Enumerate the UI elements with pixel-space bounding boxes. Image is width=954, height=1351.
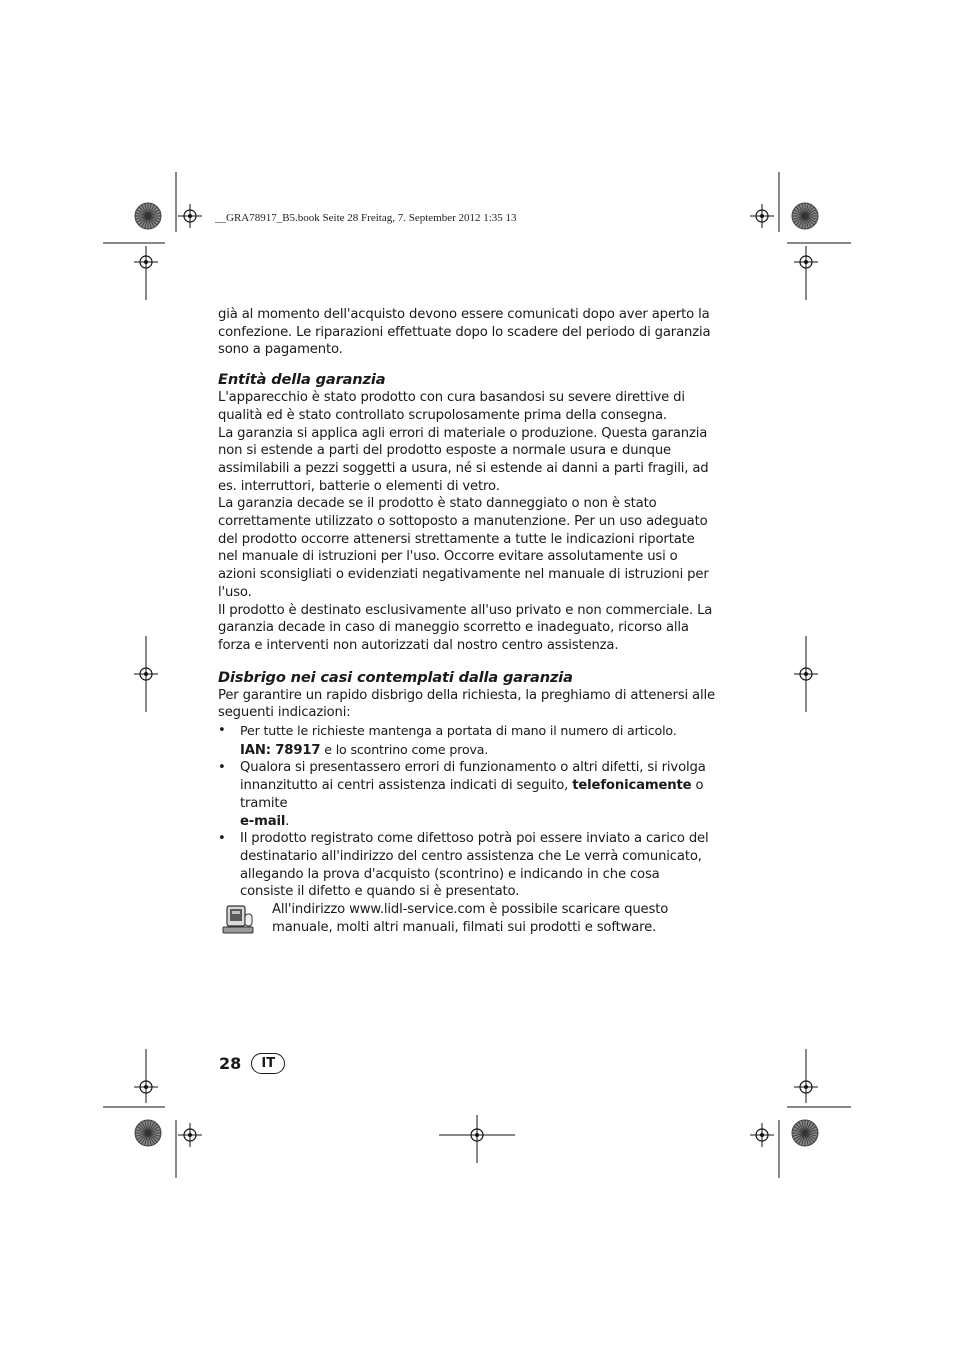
computer-service-icon (220, 903, 256, 935)
page-footer (219, 1053, 285, 1074)
list-item (218, 830, 716, 901)
service-download-text: All'indirizzo www.lidl-service.com è possibile scaricare questo manuale, molti altri manuali, filmati sui prodotti e software. (272, 902, 669, 935)
intro-paragraph: già al momento dell'acquisto devono essere comunicati dopo aver aperto la confezione. Le riparazioni effettuate dopo lo scadere del periodo di garanzia sono a pagamento. (218, 307, 711, 358)
handling-list (218, 722, 716, 901)
list-item (218, 722, 716, 759)
warranty-paragraph-1: L'apparecchio è stato prodotto con cura basandosi su severe direttive di qualità ed è stato controllato scrupolosamente prima della consegna. (218, 390, 685, 423)
language-badge: IT (251, 1053, 285, 1074)
bullet-icon: • (218, 723, 226, 739)
page-content (218, 306, 716, 937)
list-item (218, 759, 716, 830)
page-number: 28 (219, 1054, 242, 1073)
warranty-paragraph-4: Il prodotto è destinato esclusivamente all'uso privato e non commerciale. La garanzia decade in caso di maneggio scorretto e inadeguato, ricorso alla forza e interventi non autorizzati dal nostro centro assistenza. (218, 602, 713, 653)
warranty-paragraph-2: La garanzia si applica agli errori di materiale o produzione. Questa garanzia non si estende a parti del prodotto esposte a normale usura e dunque assimilabili a pezzi soggetti a usura, né si estende ai danni a parti fragili, ad es. interruttori, batterie o elementi di vetro. (218, 425, 709, 494)
section-heading-warranty-handling: Disbrigo nei casi contemplati dalla garanzia (218, 668, 573, 686)
article-number-instruction: Per tutte le richieste mantenga a portata di mano il numero di articolo. (240, 723, 677, 739)
shipping-instruction: Il prodotto registrato come difettoso potrà poi essere inviato a carico del destinatario all'indirizzo del centro assistenza che Le verrà comunicato, allegando la prova d'acquisto (scontrino) e indicando in che cosa consiste il difetto e quando si è presentato. (240, 831, 709, 900)
contact-connector: o tramite (240, 778, 704, 811)
receipt-note: e lo scontrino come prova. (320, 741, 489, 757)
handling-intro: Per garantire un rapido disbrigo della richiesta, la preghiamo di attenersi alle seguenti indicazioni: (218, 687, 715, 721)
warranty-paragraph-3: La garanzia decade se il prodotto è stato danneggiato o non è stato correttamente utilizzato o sottoposto a manutenzione. Per un uso adeguato del prodotto occorre attenersi strettamente a tutte le indicazioni riportate nel manuale di istruzioni per l'uso. Occorre evitare assolutamente usi o azioni sconsigliati o evidenziati negativamente nel manuale di istruzioni per l'uso. (218, 496, 709, 600)
section-heading-warranty-scope: Entità della garanzia (218, 371, 386, 389)
ian-number: IAN: 78917 (240, 742, 321, 758)
book-header-line: __GRA78917_B5.book Seite 28 Freitag, 7. September 2012 1:35 13 (215, 212, 517, 224)
service-download-note (218, 901, 716, 936)
phone-contact-emphasis: telefonicamente (572, 778, 692, 794)
contact-end: . (285, 813, 290, 829)
contact-instruction: Qualora si presentassero errori di funzionamento o altri difetti, si rivolga innanzitutto ai centri assistenza indicati di seguito, (240, 760, 706, 794)
bullet-icon: • (218, 760, 226, 776)
bullet-icon: • (218, 831, 226, 847)
email-contact-emphasis: e-mail (240, 813, 286, 829)
